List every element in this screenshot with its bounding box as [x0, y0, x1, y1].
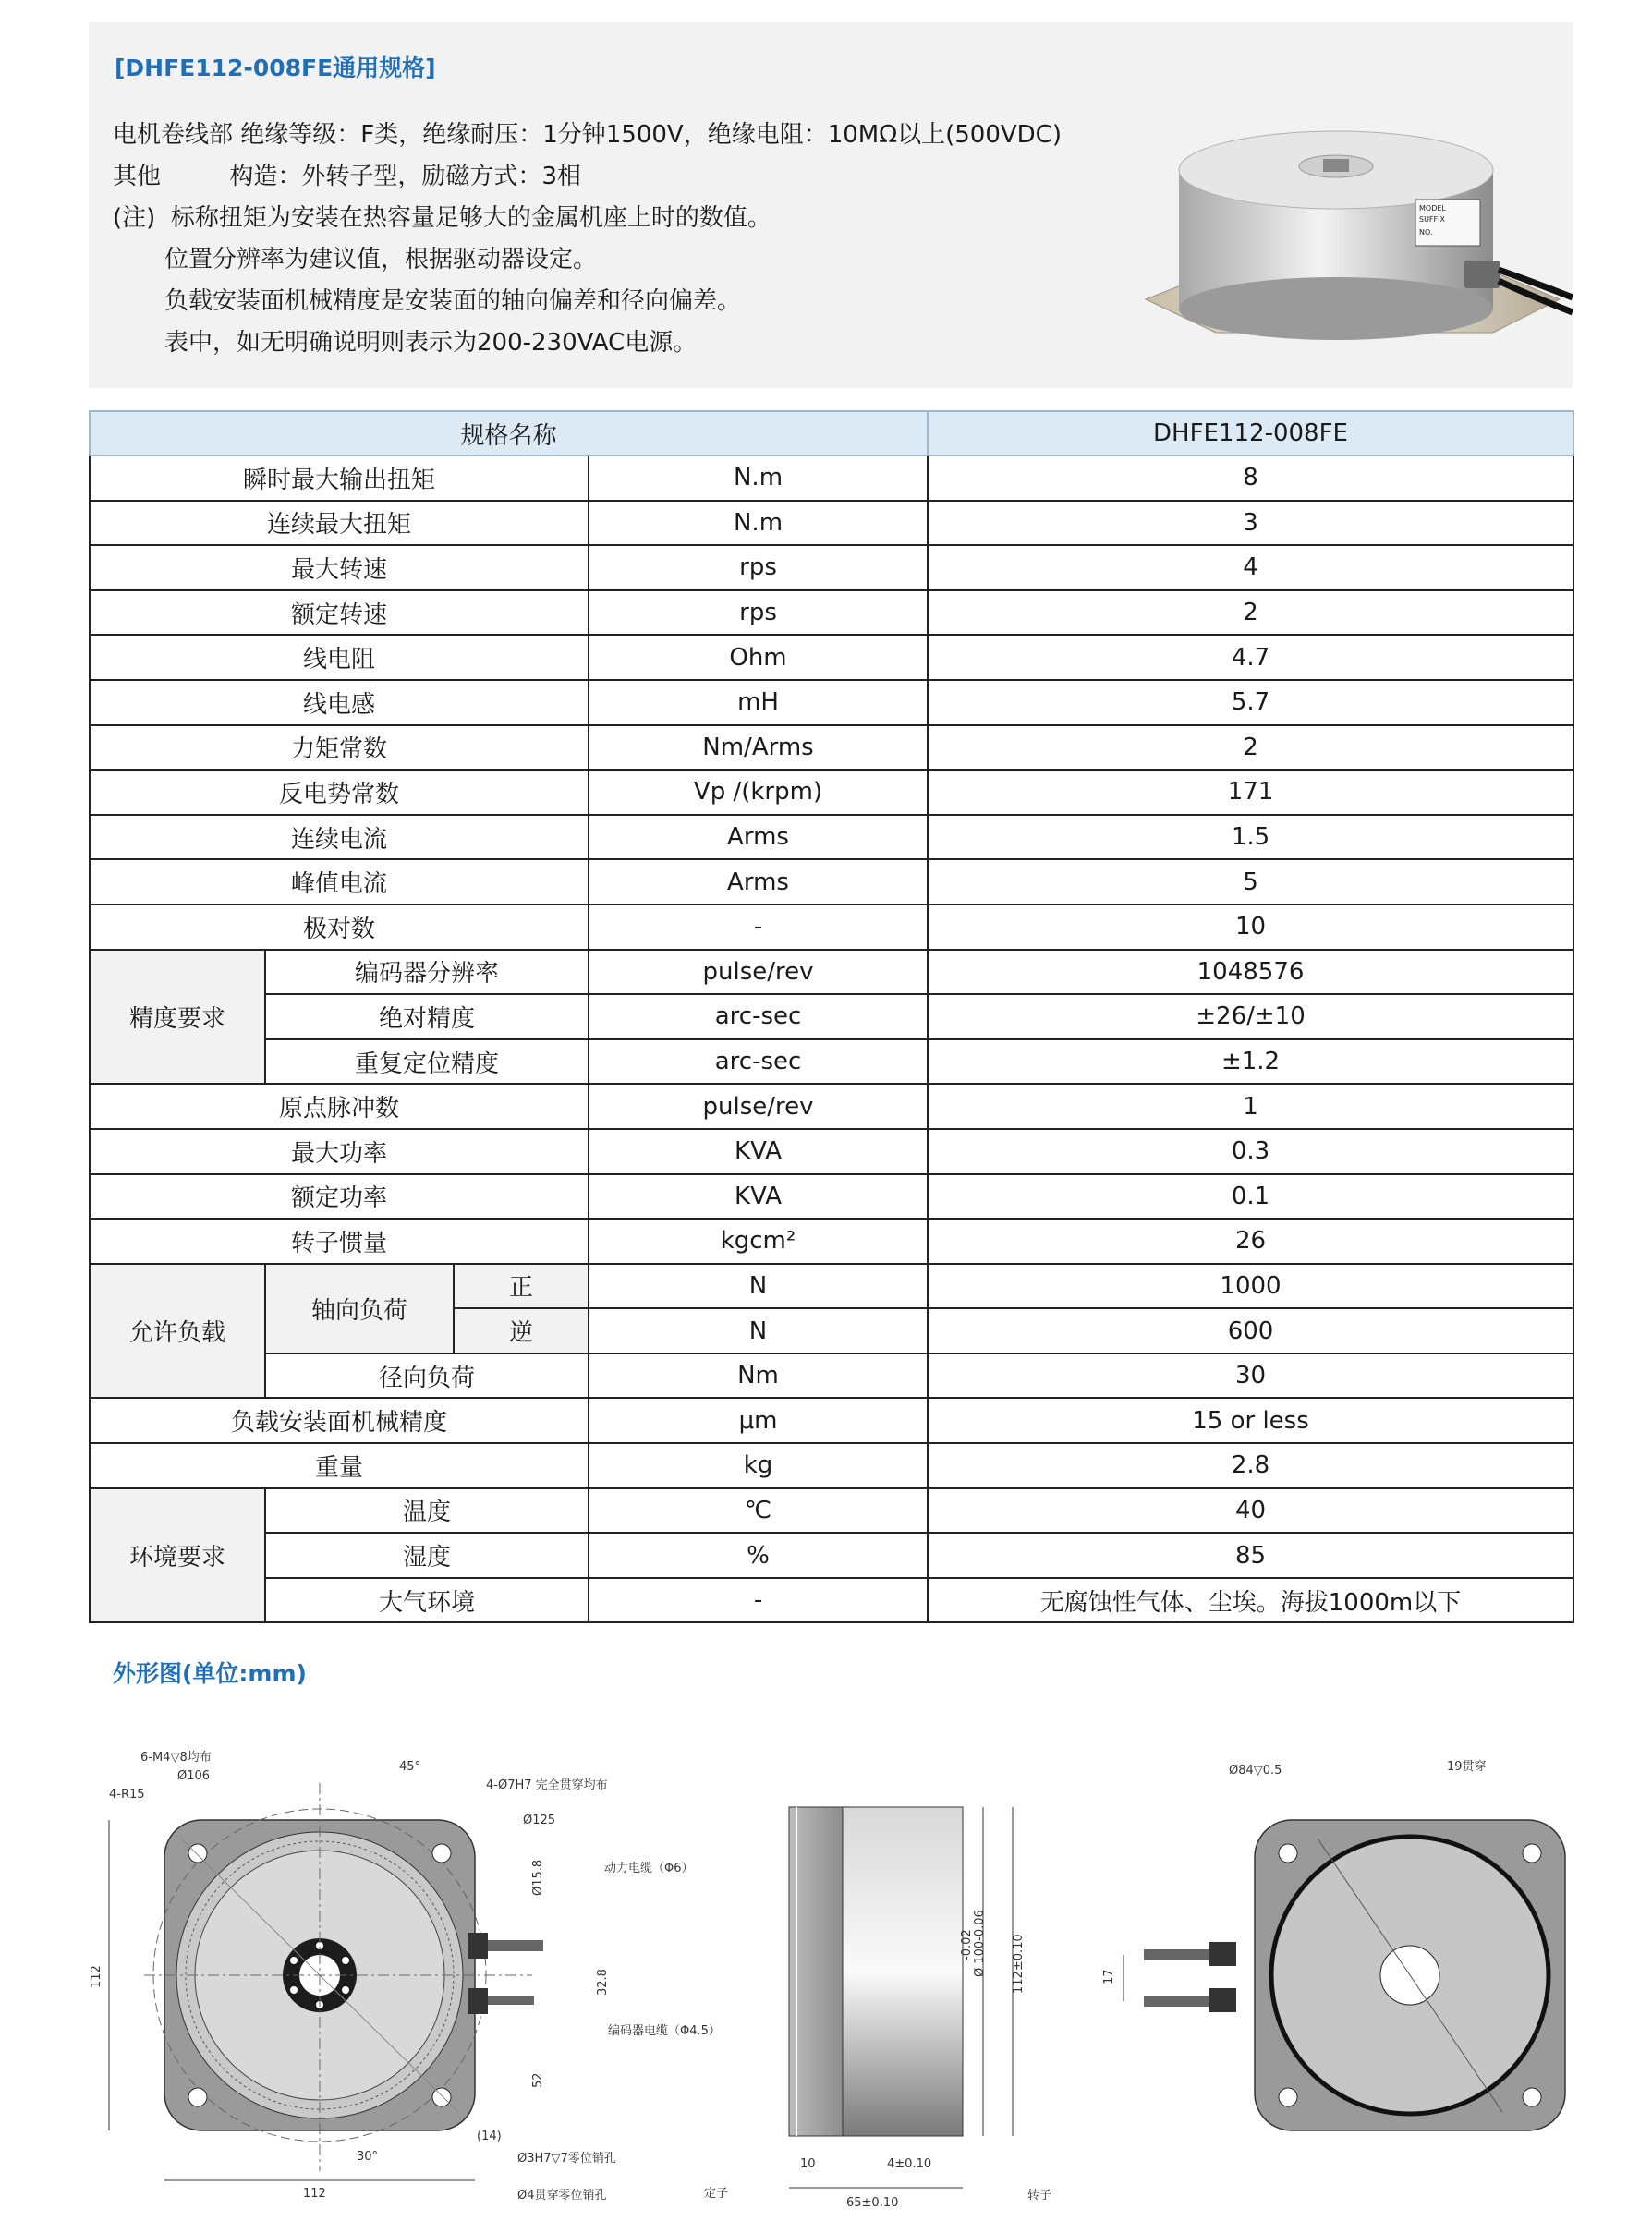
dim-label: -0.02 — [960, 1929, 974, 1960]
dim-label: 19贯穿 — [1447, 1760, 1487, 1774]
row-value: 5 — [928, 859, 1573, 904]
table-header-row — [90, 411, 1573, 455]
table-row — [90, 635, 1573, 680]
row-unit: Arms — [589, 859, 928, 904]
row-value: 1 — [928, 1084, 1573, 1129]
row-unit: kg — [589, 1443, 928, 1488]
row-unit: rps — [589, 590, 928, 636]
row-name: 重复定位精度 — [265, 1039, 589, 1085]
group-load: 允许负载 — [90, 1264, 265, 1399]
row-name: 大气环境 — [265, 1578, 589, 1623]
dim-label: 定子 — [704, 2187, 729, 2201]
dim-label: 32.8 — [596, 1969, 610, 1996]
table-row — [90, 815, 1573, 860]
table-row — [90, 904, 1573, 950]
dim-label: Ø106 — [177, 1769, 211, 1783]
dim-label: Ø 100-0.06 — [973, 1910, 987, 1977]
dim-label: 52 — [531, 2072, 545, 2088]
table-row — [90, 1129, 1573, 1174]
row-value: 2 — [928, 590, 1573, 636]
row-value: 85 — [928, 1533, 1573, 1578]
row-unit: pulse/rev — [589, 950, 928, 995]
row-unit: Ohm — [589, 635, 928, 680]
row-value: 1000 — [928, 1264, 1573, 1309]
table-row — [90, 1488, 1573, 1534]
dim-label: 编码器电缆（Φ4.5） — [608, 2024, 721, 2038]
table-row — [90, 725, 1573, 771]
row-unit: rps — [589, 545, 928, 590]
row-unit: - — [589, 904, 928, 950]
row-unit: N — [589, 1308, 928, 1353]
dim-label: 转子 — [1027, 2189, 1052, 2203]
note-line: 其他 构造：外转子型，励磁方式：3相 — [113, 163, 581, 190]
row-unit: Nm — [589, 1353, 928, 1399]
table-row — [90, 1039, 1573, 1085]
row-value: 30 — [928, 1353, 1573, 1399]
row-name: 瞬时最大输出扭矩 — [90, 455, 589, 501]
dim-label: 4±0.10 — [887, 2157, 932, 2171]
row-unit: mH — [589, 680, 928, 725]
row-name: 最大功率 — [90, 1129, 589, 1174]
table-row — [90, 994, 1573, 1039]
row-unit: KVA — [589, 1129, 928, 1174]
table-row — [90, 1084, 1573, 1129]
row-unit: ℃ — [589, 1488, 928, 1534]
row-unit: kgcm² — [589, 1219, 928, 1264]
table-row — [90, 590, 1573, 636]
row-value: 0.3 — [928, 1129, 1573, 1174]
spec-title: [DHFE112-008FE通用规格] — [115, 55, 436, 81]
table-row — [90, 1578, 1573, 1623]
dim-label: Ø4贯穿零位销孔 — [517, 2189, 607, 2203]
row-name: 编码器分辨率 — [265, 950, 589, 995]
table-row — [90, 1533, 1573, 1578]
row-unit: pulse/rev — [589, 1084, 928, 1129]
dim-label: 4-Ø7H7 完全贯穿均布 — [486, 1778, 608, 1792]
row-unit: Vp /(krpm) — [589, 770, 928, 815]
row-name: 重量 — [90, 1443, 589, 1488]
row-name: 最大转速 — [90, 545, 589, 590]
row-name: 线电感 — [90, 680, 589, 725]
table-row — [90, 501, 1573, 546]
table-row — [90, 1353, 1573, 1399]
row-value: 15 or less — [928, 1398, 1573, 1443]
nameplate-suffix: SUFFIX — [1419, 215, 1445, 224]
table-row — [90, 455, 1573, 501]
nameplate-model: MODEL — [1419, 204, 1446, 212]
table-row — [90, 950, 1573, 995]
drawing-title: 外形图(单位:mm) — [113, 1660, 307, 1687]
dim-label: 30° — [357, 2150, 379, 2164]
dim-label: 112 — [303, 2187, 326, 2201]
note-line: 表中，如无明确说明则表示为200-230VAC电源。 — [164, 329, 698, 357]
dim-label: 112±0.10 — [1012, 1934, 1026, 1994]
note-line: 电机卷线部 绝缘等级：F类，绝缘耐压：1分钟1500V，绝缘电阻：10MΩ以上(500VDC) — [113, 121, 1062, 149]
row-name: 逆 — [454, 1308, 589, 1353]
dim-label: 45° — [399, 1760, 421, 1774]
row-name: 极对数 — [90, 904, 589, 950]
table-row — [90, 859, 1573, 904]
group-environment: 环境要求 — [90, 1488, 265, 1623]
row-value: 2.8 — [928, 1443, 1573, 1488]
header-spec-name: 规格名称 — [90, 411, 928, 455]
row-name: 温度 — [265, 1488, 589, 1534]
row-name: 反电势常数 — [90, 770, 589, 815]
row-value: 4 — [928, 545, 1573, 590]
nameplate-no: NO. — [1419, 228, 1433, 237]
row-unit: μm — [589, 1398, 928, 1443]
dim-label: 动力电缆（Φ6） — [604, 1862, 694, 1875]
row-name: 绝对精度 — [265, 994, 589, 1039]
row-name: 线电阻 — [90, 635, 589, 680]
row-name: 峰值电流 — [90, 859, 589, 904]
row-value: 26 — [928, 1219, 1573, 1264]
row-name: 连续电流 — [90, 815, 589, 860]
row-value: 8 — [928, 455, 1573, 501]
dim-label: Ø84▽0.5 — [1229, 1764, 1282, 1778]
row-value: 600 — [928, 1308, 1573, 1353]
row-value: 10 — [928, 904, 1573, 950]
row-unit: - — [589, 1578, 928, 1623]
row-name: 径向负荷 — [265, 1353, 589, 1399]
row-value: 0.1 — [928, 1174, 1573, 1220]
table-row — [90, 680, 1573, 725]
dim-label: (14) — [477, 2130, 502, 2143]
table-row — [90, 1219, 1573, 1264]
spec-table — [89, 410, 1574, 1623]
back-view — [1102, 1759, 1565, 2130]
axial-load-label: 轴向负荷 — [265, 1264, 454, 1353]
table-row — [90, 770, 1573, 815]
header-model: DHFE112-008FE — [928, 411, 1573, 455]
spec-notes — [113, 115, 1062, 364]
row-value: 1048576 — [928, 950, 1573, 995]
row-name: 额定转速 — [90, 590, 589, 636]
row-unit: N.m — [589, 501, 928, 546]
dim-label: 65±0.10 — [846, 2196, 899, 2210]
dim-label: 10 — [800, 2157, 816, 2171]
row-unit: % — [589, 1533, 928, 1578]
row-value: 1.5 — [928, 815, 1573, 860]
spec-header-box — [89, 22, 1573, 388]
table-row — [90, 1174, 1573, 1220]
row-name: 原点脉冲数 — [90, 1084, 589, 1129]
note-line: 位置分辨率为建议值，根据驱动器设定。 — [164, 246, 598, 273]
row-name: 湿度 — [265, 1533, 589, 1578]
row-value: 4.7 — [928, 635, 1573, 680]
note-line: 负载安装面机械精度是安装面的轴向偏差和径向偏差。 — [164, 287, 742, 315]
note-line: (注) 标称扭矩为安装在热容量足够大的金属机座上时的数值。 — [113, 204, 771, 232]
table-row — [90, 545, 1573, 590]
side-view — [704, 1807, 1051, 2210]
row-name: 正 — [454, 1264, 589, 1309]
row-value: 3 — [928, 501, 1573, 546]
row-value: ±26/±10 — [928, 994, 1573, 1039]
row-unit: arc-sec — [589, 1039, 928, 1085]
row-value: 40 — [928, 1488, 1573, 1534]
dim-label: 17 — [1102, 1969, 1116, 1984]
group-precision: 精度要求 — [90, 950, 265, 1085]
table-row — [90, 1264, 1573, 1309]
row-unit: N — [589, 1264, 928, 1309]
row-name: 负载安装面机械精度 — [90, 1398, 589, 1443]
row-name: 力矩常数 — [90, 725, 589, 771]
row-value: ±1.2 — [928, 1039, 1573, 1085]
row-name: 额定功率 — [90, 1174, 589, 1220]
motor-photo — [1142, 115, 1573, 384]
row-value: 2 — [928, 725, 1573, 771]
dim-label: 112 — [90, 1965, 103, 1988]
row-unit: arc-sec — [589, 994, 928, 1039]
row-name: 转子惯量 — [90, 1219, 589, 1264]
dim-label: 6-M4▽8均布 — [140, 1751, 212, 1765]
row-value: 5.7 — [928, 680, 1573, 725]
row-name: 连续最大扭矩 — [90, 501, 589, 546]
outline-drawings — [89, 1700, 1573, 2227]
dim-label: Ø125 — [523, 1814, 556, 1827]
row-unit: KVA — [589, 1174, 928, 1220]
row-value: 171 — [928, 770, 1573, 815]
row-unit: N.m — [589, 455, 928, 501]
front-view — [90, 1751, 721, 2203]
row-unit: Arms — [589, 815, 928, 860]
dim-label: Ø15.8 — [531, 1859, 545, 1896]
dim-label: 4-R15 — [109, 1788, 145, 1802]
table-row — [90, 1398, 1573, 1443]
table-row — [90, 1443, 1573, 1488]
row-value: 无腐蚀性气体、尘埃。海拔1000m以下 — [928, 1578, 1573, 1623]
row-unit: Nm/Arms — [589, 725, 928, 771]
dim-label: Ø3H7▽7零位销孔 — [517, 2152, 616, 2166]
